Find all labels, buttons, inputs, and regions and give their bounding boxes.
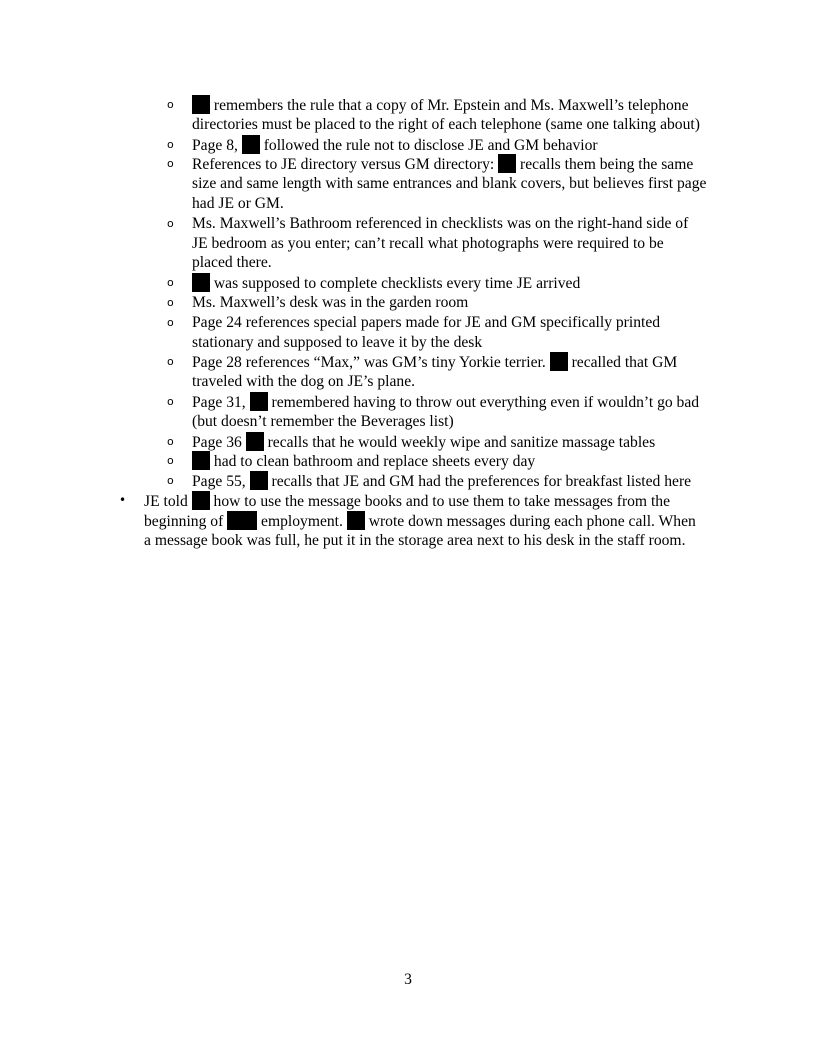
line-text: size and same length with same entrances and blank covers, but believes first page — [192, 175, 707, 193]
line-text: employment. — [257, 512, 347, 530]
line-text: stationary and supposed to leave it by the desk — [192, 333, 483, 351]
text-line — [144, 531, 685, 551]
text-line — [192, 313, 660, 333]
redaction-box — [192, 95, 210, 114]
sub-bullet-marker: o — [167, 276, 174, 290]
redaction-box — [227, 511, 257, 530]
line-text: (but doesn’t remember the Beverages list) — [192, 412, 454, 430]
line-text: followed the rule not to disclose JE and GM behavior — [259, 136, 598, 154]
text-line — [192, 174, 706, 194]
sub-bullet-marker: o — [167, 454, 174, 468]
sub-bullet-marker: o — [167, 355, 174, 369]
redaction-box — [250, 471, 268, 490]
text-line — [192, 273, 580, 293]
line-text: directories must be placed to the right of each telephone (same one talking about) — [192, 115, 700, 133]
line-text: Page 28 references “Max,” was GM’s tiny Yorkie terrier. — [192, 354, 550, 372]
line-text: had to clean bathroom and replace sheets every day — [210, 453, 536, 471]
line-text: Page 24 references special papers made for JE and GM specifically printed — [192, 313, 661, 331]
line-text: Ms. Maxwell’s Bathroom referenced in checklists was on the right-hand side of — [192, 214, 689, 232]
text-line — [192, 432, 655, 452]
text-line — [192, 293, 468, 313]
line-text: remembered having to throw out everything even if wouldn’t go bad — [267, 394, 700, 411]
text-line — [192, 372, 415, 392]
line-text: recalls that he would weekly wipe and sanitize massage tables — [263, 433, 656, 451]
line-text: a message book was full, he put it in the storage area next to his desk in the staff room. — [144, 531, 686, 549]
text-line — [192, 194, 284, 214]
line-text: traveled with the dog on JE’s plane. — [192, 373, 416, 391]
text-line — [192, 214, 688, 234]
redaction-box — [347, 511, 365, 530]
text-line — [144, 491, 670, 511]
sub-bullet-marker: o — [167, 98, 174, 111]
line-text: placed there. — [192, 254, 272, 272]
line-text: recalled that GM — [567, 354, 678, 372]
sub-bullet-marker: o — [167, 157, 174, 171]
line-text: had JE or GM. — [192, 195, 284, 212]
line-text: was supposed to complete checklists every time JE arrived — [210, 275, 581, 293]
text-line — [192, 412, 454, 432]
line-text: wrote down messages during each phone call. When — [364, 512, 696, 530]
text-line — [192, 234, 664, 254]
bullet-marker: • — [119, 493, 127, 507]
redaction-box — [192, 491, 210, 510]
line-text: Ms. Maxwell’s desk was in the garden room — [192, 294, 469, 311]
text-line — [192, 95, 689, 115]
line-text: recalls them being the same — [516, 156, 694, 174]
text-line — [192, 154, 693, 174]
text-line — [192, 135, 598, 155]
page-number: 3 — [404, 971, 412, 988]
text-line — [192, 451, 535, 471]
line-text: Page 36 — [192, 433, 246, 451]
line-text: Page 55, — [192, 473, 250, 491]
line-text: remembers the rule that a copy of Mr. Epstein and Ms. Maxwell’s telephone — [210, 97, 689, 114]
line-text: Page 8, — [192, 136, 242, 154]
redaction-box — [192, 451, 210, 470]
text-line — [192, 333, 482, 353]
text-line — [192, 115, 700, 135]
redaction-box — [250, 392, 268, 411]
sub-bullet-marker: o — [167, 315, 174, 329]
sub-bullet-marker: o — [167, 296, 174, 309]
redaction-box — [550, 352, 568, 371]
text-line — [144, 511, 696, 531]
sub-bullet-marker: o — [167, 434, 174, 448]
redaction-box — [246, 432, 264, 451]
text-line — [192, 392, 699, 412]
sub-bullet-marker: o — [167, 216, 174, 230]
line-text: JE bedroom as you enter; can’t recall what photographs were required to be — [192, 234, 664, 252]
redaction-box — [192, 273, 210, 292]
redaction-box — [242, 135, 260, 154]
text-line — [192, 471, 691, 491]
text-line — [192, 253, 272, 273]
text-line — [192, 352, 677, 372]
line-text: JE told — [144, 493, 192, 510]
line-text: recalls that JE and GM had the preferences for breakfast listed here — [267, 473, 692, 491]
sub-bullet-marker: o — [167, 474, 174, 488]
line-text: Page 31, — [192, 394, 250, 411]
sub-bullet-marker: o — [167, 137, 174, 151]
redaction-box — [498, 154, 516, 173]
line-text: how to use the message books and to use them to take messages from the — [209, 493, 671, 510]
line-text: References to JE directory versus GM directory: — [192, 156, 499, 174]
line-text: beginning of — [144, 512, 228, 530]
sub-bullet-marker: o — [167, 395, 174, 408]
